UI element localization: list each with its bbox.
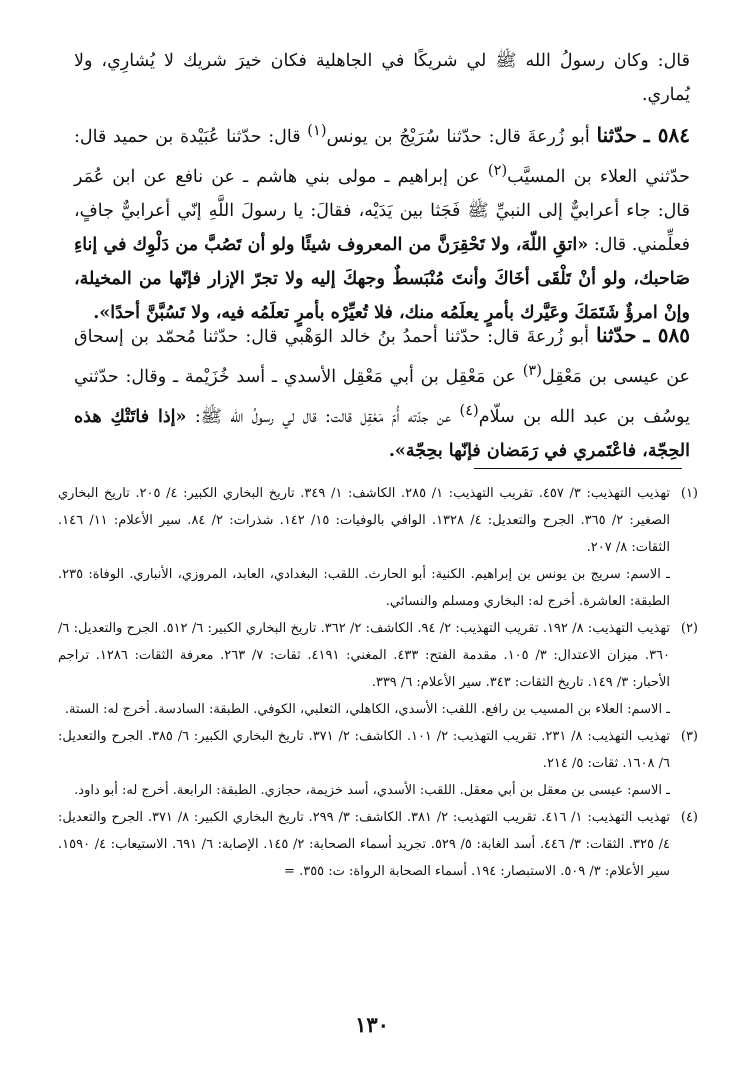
- footnotes: [58, 480, 698, 885]
- footnote-4: [58, 804, 698, 885]
- hadith-number: ٥٨٤ ـ: [643, 122, 690, 147]
- continuation-paragraph: قال: وكان رسولُ الله ﷺ لي شريكًا في الجاهلية فكان خيرَ شريك لا يُشارِي، ولا يُماري.: [74, 51, 690, 105]
- continued-mark: =: [284, 864, 295, 879]
- hadith-lead: حدّثنا: [596, 122, 638, 147]
- footnote-sources: تهذيب التهذيب: ٨/ ١٩٢. تقريب التهذيب: ٢/ ٩٤. الكاشف: ٢/ ٣٦٢. تاريخ البخاري الكبير: ٦/ ٥١٢. الجرح والتعديل: ٦/ ٣٦٠. ميزان الاعتدال: ٣/ ١٠٥. مقدمة الفتح: ٤٣٣. المغني: ٤١٩١. ثقات: ٧/ ٢٦٣. معرفة الثقات: ١٢٨٦. تراجم الأحبار: ٣/ ١٤٩. تاريخ الثقات: ٣٤٣. سير الأعلام: ٦/ ٣٣٩.: [58, 621, 671, 690]
- footnote-text: تهذيب التهذيب: ١/ ٤١٦. تقريب التهذيب: ٢/ ٣٨١. الكاشف: ٣/ ٢٩٩. تاريخ البخاري الكبير: ٨/ ٣٧١. الجرح والتعديل: ٤/ ٣٢٥. الثقات: ٣/ ٤٤٦. أسد الغابة: ٥/ ٥٢٩. تجريد أسماء الصحابة: ٢/ ١٤٥. الإصابة: ٦/ ٦٩١. الاستيعاب: ٤/ ١٥٩٠. سير الأعلام: ٣/ ٥٠٩. الاستبصار: ١٩٤. أسماء الصحابة الرواة: ت: ٣٥٥.: [58, 810, 671, 879]
- footnote-sources: تهذيب التهذيب: ٨/ ٢٣١. تقريب التهذيب: ٢/ ١٠١. الكاشف: ٢/ ٣٧١. تاريخ البخاري الكبير: ٦/ ٣٨٥. الجرح والتعديل: ٦/ ١٦٠٨. ثقات: ٥/ ٢١٤.: [58, 729, 671, 771]
- hadith-lead: حدّثنا: [595, 323, 637, 347]
- footnote-ref-1[interactable]: (١): [307, 122, 327, 139]
- hadith-number: ٥٨٥ ـ: [643, 323, 690, 347]
- footnote-number: (٣): [680, 729, 698, 744]
- isnad-text: أبو زُرعةَ قال: حدّثنا أحمدُ بنُ خالد الوَهْبي قال: حدّثنا مُحمّد بن إسحاق عن عيسى بن مَعْقِل: [74, 327, 690, 387]
- matn-text: عن جدّته أُمّ مَعْقِل قالت: قال لي رسولُ الله ﷺ:: [194, 406, 452, 427]
- isnad-text: قال: حدّثنا عُبَيْدة بن حميد قال: حدّثني العلاء بن المسيَّب: [74, 126, 690, 187]
- hadith-584: [74, 114, 690, 330]
- hadith-585: [74, 318, 690, 468]
- footnote-number: (١): [680, 486, 698, 501]
- footnote-1: [58, 480, 698, 561]
- footnote-separator: [474, 468, 682, 469]
- footnote-ref-4[interactable]: (٤): [459, 401, 479, 419]
- footnote-ref-2[interactable]: (٢): [487, 161, 508, 179]
- page-number: ١٣٠: [355, 1012, 389, 1037]
- footnote-1-name: ـ الاسم: سريج بن يونس بن إبراهيم. الكنية: أبو الحارث. اللقب: البغدادي، العابد، المروزي، الأنباري. الوفاة: ٢٣٥. الطبقة: العاشرة. أخرج له: البخاري ومسلم والنسائي.: [58, 567, 670, 609]
- footnote-sources: [58, 804, 670, 885]
- footnote-3-name: ـ الاسم: عيسى بن معقل بن أبي معقل. اللقب: الأسدي، أسد خزيمة، حجازي. الطبقة: الرابعة. أخرج له: أبو داود.: [74, 783, 670, 798]
- footnote-2-name: ـ الاسم: العلاء بن المسيب بن رافع. اللقب: الأسدي، الكاهلي، الثعلبي، الكوفي. الطبقة: السادسة. أخرج له: الستة.: [64, 702, 670, 717]
- prophetic-quote: «إذا فاتَتْكِ هذه الحِجّة، فاعْتَمري في رَمَضان فإنّها بحِجّة».: [74, 406, 690, 461]
- footnote-ref-3[interactable]: (٣): [522, 362, 542, 379]
- footnote-2: [58, 615, 698, 696]
- footnote-3: [58, 723, 698, 777]
- footnote-sources: تهذيب التهذيب: ٣/ ٤٥٧. تقريب التهذيب: ١/ ٢٨٥. الكاشف: ١/ ٣٤٩. تاريخ البخاري الكبير: ٤/ ٢٠٥. تاريخ البخاري الصغير: ٢/ ٣٦٥. الجرح والتعديل: ٤/ ١٣٢٨. الوافي بالوفيات: ١٥/ ١٤٢. شذرات: ٢/ ٨٤. سير الأعلام: ١١/ ١٤٦. الثقات: ٨/ ٢٠٧.: [58, 486, 671, 555]
- isnad-text: عن مَعْقِل بن أبي مَعْقِل الأسدي ـ أسد خُزَيْمة ـ وقال: حدّثني يوسُف بن عبد الله بن سلّام: [74, 366, 690, 427]
- matn-text: عن إبراهيم ـ مولى بني هاشم ـ عن نافع عن ابن عُمَر قال: جاء أعرابيٌّ إلى النبيِّ ﷺ فَجَثا بين يَدَيْه، فقالَ: يا رسولَ اللَّهِ إنّي أعرابيٌّ جافٍ، فعلِّمني. قال:: [74, 166, 690, 255]
- prophetic-quote: «اتقِ اللّهَ، ولا تَحْقِرَنَّ من المعروف شيئًا ولو أن تَصُبَّ من دَلْوِك في إناءِ صَاحبك، ولو أنْ تَلْقَى أخَاكَ وأنتَ مُنْبَسطٌ وجهكَ إليه ولا تجرّ الإزار فإنّها من المخيلة، وإنْ امرؤٌ شَتَمَكَ وعَيَّرك بأمرٍ يعلَمُه منك، فلا تُعيِّرْه بأمرٍ تعلَمُه فيه، ولا تَسُبَّنَّ أحدًا».: [74, 234, 690, 323]
- footnote-number: (٢): [680, 621, 698, 636]
- isnad-text: أبو زُرعةَ قال: حدّثنا سُرَيْجُ بن يونس: [326, 126, 590, 147]
- footnote-number: (٤): [680, 810, 698, 825]
